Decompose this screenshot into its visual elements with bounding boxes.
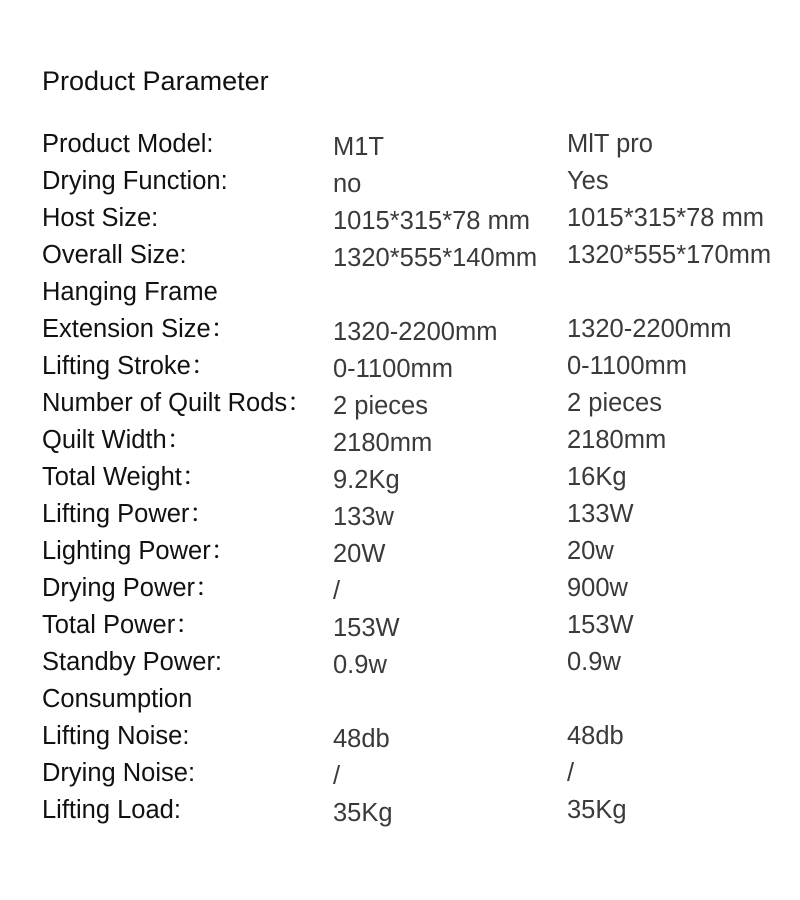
param-label: Extension Size： [42,315,237,343]
table-row [0,351,800,388]
param-label: Overall Size: [42,241,187,269]
m1t-value: / [333,762,341,790]
param-label: Consumption [42,685,193,713]
param-label: Lifting Noise: [42,722,190,750]
table-row [0,536,800,573]
param-label: Drying Power： [42,574,221,602]
table-row [0,610,800,647]
m1t-pro-value: MlT pro [567,130,653,158]
table-row [0,129,800,166]
m1t-pro-value: Yes [567,167,609,195]
m1t-value: / [333,577,341,605]
page-title: Product Parameter [42,66,269,96]
m1t-value: no [333,170,362,198]
table-row [0,758,800,795]
param-label: Product Model: [42,130,214,158]
m1t-value: 1320-2200mm [333,318,498,346]
table-row [0,388,800,425]
m1t-value: 2 pieces [333,392,428,420]
table-row [0,573,800,610]
table-row [0,684,800,721]
m1t-value: 0.9w [333,651,387,679]
m1t-pro-value: 0.9w [567,648,621,676]
m1t-pro-value: 35Kg [567,796,627,824]
param-label: Lighting Power： [42,537,237,565]
table-row [0,314,800,351]
param-label: Drying Function: [42,167,228,195]
param-label: Total Power： [42,611,201,639]
m1t-value: 153W [333,614,400,642]
param-label: Number of Quilt Rods： [42,389,313,417]
m1t-value: M1T [333,133,384,161]
param-label: Standby Power: [42,648,223,676]
m1t-value: 1015*315*78 mm [333,207,531,235]
table-row [0,462,800,499]
m1t-pro-value: 0-1100mm [567,352,687,380]
param-label: Lifting Load: [42,796,181,824]
m1t-pro-value: 1320*555*170mm [567,241,772,269]
m1t-pro-value: 1320-2200mm [567,315,732,343]
m1t-pro-value: 1015*315*78 mm [567,204,765,232]
param-label: Total Weight： [42,463,208,491]
m1t-value: 48db [333,725,390,753]
m1t-pro-value: 2180mm [567,426,667,454]
m1t-value: 1320*555*140mm [333,244,538,272]
m1t-pro-value: 20w [567,537,614,565]
m1t-pro-value: 48db [567,722,624,750]
param-label: Quilt Width： [42,426,193,454]
table-row [0,795,800,832]
table-row [0,499,800,536]
m1t-pro-value: 133W [567,500,634,528]
m1t-pro-value: 16Kg [567,463,627,491]
param-label: Lifting Stroke： [42,352,217,380]
m1t-value: 20W [333,540,386,568]
param-label: Drying Noise: [42,759,196,787]
table-row [0,647,800,684]
m1t-value: 0-1100mm [333,355,453,383]
param-label: Host Size: [42,204,159,232]
m1t-value: 2180mm [333,429,433,457]
table-row [0,721,800,758]
m1t-pro-value: 900w [567,574,628,602]
m1t-pro-value: / [567,759,575,787]
table-row [0,203,800,240]
m1t-value: 133w [333,503,394,531]
param-label: Hanging Frame [42,278,218,306]
table-row [0,425,800,462]
param-label: Lifting Power： [42,500,215,528]
m1t-value: 9.2Kg [333,466,400,494]
table-row [0,166,800,203]
m1t-pro-value: 153W [567,611,634,639]
table-row [0,277,800,314]
m1t-value: 35Kg [333,799,393,827]
table-row [0,240,800,277]
m1t-pro-value: 2 pieces [567,389,662,417]
